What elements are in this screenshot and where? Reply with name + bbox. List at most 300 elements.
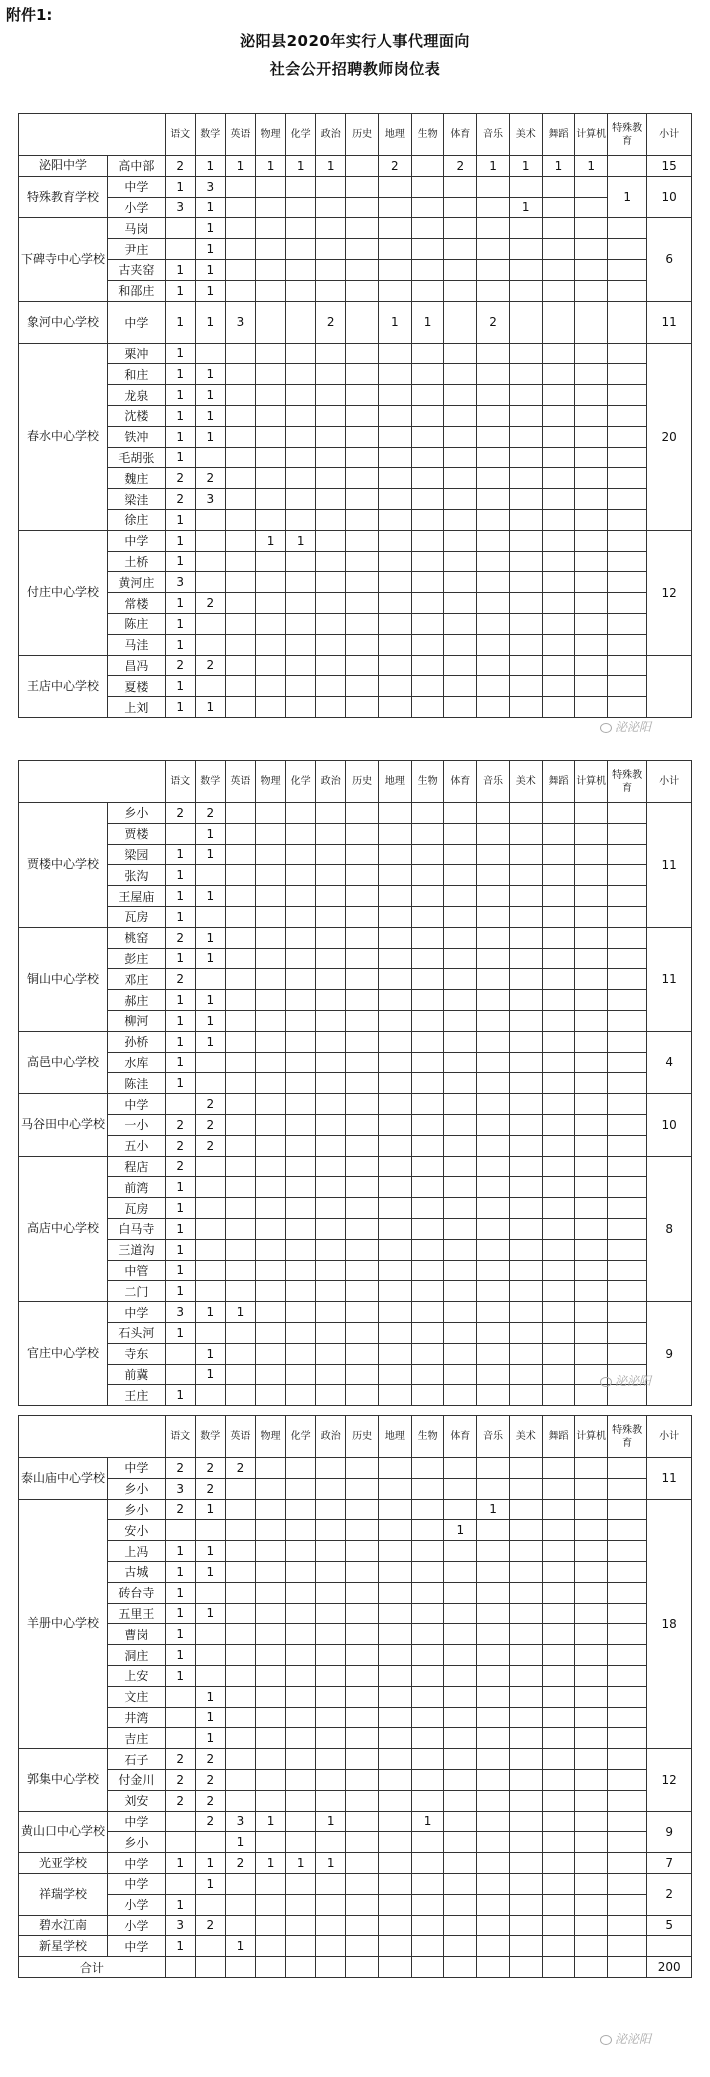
value-cell xyxy=(225,405,255,426)
value-cell xyxy=(575,551,608,572)
school-name-cell: 王店中心学校 xyxy=(19,655,108,717)
column-header: 美术 xyxy=(509,1416,542,1458)
value-cell xyxy=(379,1322,412,1343)
value-cell xyxy=(411,426,444,447)
value-cell xyxy=(286,1707,316,1728)
value-cell xyxy=(379,1385,412,1406)
value-cell xyxy=(286,1936,316,1957)
value-cell: 3 xyxy=(195,176,225,197)
value-cell: 1 xyxy=(165,1073,195,1094)
value-cell xyxy=(316,1302,346,1323)
value-cell xyxy=(542,1478,575,1499)
value-cell xyxy=(477,1957,510,1978)
school-name-cell: 光亚学校 xyxy=(19,1853,108,1874)
value-cell xyxy=(509,1260,542,1281)
value-cell xyxy=(195,1073,225,1094)
value-cell xyxy=(575,1957,608,1978)
value-cell xyxy=(411,655,444,676)
table-row xyxy=(19,1478,692,1499)
value-cell xyxy=(411,259,444,280)
value-cell xyxy=(316,1520,346,1541)
value-cell: 1 xyxy=(411,1811,444,1832)
column-header: 体育 xyxy=(444,761,477,803)
value-cell xyxy=(542,1239,575,1260)
value-cell xyxy=(316,1790,346,1811)
value-cell xyxy=(444,906,477,927)
school-name-cell: 象河中心学校 xyxy=(19,301,108,343)
value-cell xyxy=(225,1603,255,1624)
value-cell: 1 xyxy=(195,1010,225,1031)
value-cell xyxy=(346,906,379,927)
value-cell xyxy=(225,676,255,697)
column-header: 历史 xyxy=(346,1416,379,1458)
campus-cell: 上安 xyxy=(108,1665,166,1686)
campus-cell: 上刘 xyxy=(108,697,166,718)
value-cell xyxy=(255,1343,285,1364)
campus-cell: 毛胡张 xyxy=(108,447,166,468)
value-cell xyxy=(225,803,255,824)
value-cell xyxy=(411,572,444,593)
value-cell xyxy=(542,468,575,489)
subtotal-cell: 11 xyxy=(647,803,692,928)
campus-cell: 前湾 xyxy=(108,1177,166,1198)
value-cell xyxy=(575,1135,608,1156)
value-cell xyxy=(477,1811,510,1832)
campus-cell: 刘安 xyxy=(108,1790,166,1811)
value-cell: 2 xyxy=(195,1811,225,1832)
value-cell xyxy=(509,1811,542,1832)
value-cell xyxy=(542,1707,575,1728)
value-cell xyxy=(346,886,379,907)
value-cell xyxy=(542,1364,575,1385)
value-cell xyxy=(255,969,285,990)
value-cell xyxy=(379,1561,412,1582)
value-cell xyxy=(542,1114,575,1135)
value-cell: 1 xyxy=(195,1728,225,1749)
value-cell xyxy=(542,823,575,844)
value-cell: 1 xyxy=(165,1239,195,1260)
value-cell xyxy=(225,844,255,865)
column-header: 语文 xyxy=(165,114,195,156)
value-cell xyxy=(542,927,575,948)
value-cell xyxy=(608,1218,647,1239)
value-cell xyxy=(477,239,510,260)
value-cell xyxy=(346,1343,379,1364)
value-cell xyxy=(509,426,542,447)
value-cell xyxy=(509,489,542,510)
value-cell xyxy=(509,405,542,426)
value-cell xyxy=(316,176,346,197)
value-cell xyxy=(575,927,608,948)
value-cell xyxy=(346,1769,379,1790)
value-cell xyxy=(509,990,542,1011)
value-cell xyxy=(379,948,412,969)
value-cell xyxy=(608,1811,647,1832)
value-cell xyxy=(444,489,477,510)
value-cell xyxy=(477,1177,510,1198)
value-cell xyxy=(575,1894,608,1915)
table-row xyxy=(19,405,692,426)
value-cell xyxy=(379,655,412,676)
table-row xyxy=(19,1343,692,1364)
value-cell: 1 xyxy=(255,1853,285,1874)
value-cell xyxy=(575,990,608,1011)
value-cell xyxy=(165,1811,195,1832)
value-cell xyxy=(608,1239,647,1260)
campus-cell: 彭庄 xyxy=(108,948,166,969)
value-cell xyxy=(608,1499,647,1520)
column-header: 地理 xyxy=(379,114,412,156)
value-cell xyxy=(542,1936,575,1957)
value-cell xyxy=(379,1520,412,1541)
value-cell xyxy=(286,969,316,990)
value-cell xyxy=(542,1603,575,1624)
table-row xyxy=(19,1582,692,1603)
school-name-cell: 官庄中心学校 xyxy=(19,1302,108,1406)
value-cell xyxy=(225,489,255,510)
value-cell xyxy=(225,990,255,1011)
value-cell xyxy=(286,1239,316,1260)
value-cell xyxy=(542,1010,575,1031)
table-row xyxy=(19,385,692,406)
value-cell xyxy=(444,1302,477,1323)
column-header: 英语 xyxy=(225,114,255,156)
value-cell xyxy=(379,1853,412,1874)
value-cell xyxy=(225,1343,255,1364)
value-cell xyxy=(379,1031,412,1052)
value-cell xyxy=(608,1094,647,1115)
table-row xyxy=(19,280,692,301)
value-cell xyxy=(286,1198,316,1219)
value-cell xyxy=(477,1832,510,1853)
value-cell xyxy=(255,1790,285,1811)
table-row xyxy=(19,1156,692,1177)
value-cell xyxy=(575,385,608,406)
table-row xyxy=(19,468,692,489)
value-cell xyxy=(379,1624,412,1645)
school-name-cell: 高邑中心学校 xyxy=(19,1031,108,1093)
column-header: 特殊教育 xyxy=(608,761,647,803)
value-cell xyxy=(542,1665,575,1686)
campus-cell: 中学 xyxy=(108,1302,166,1323)
value-cell xyxy=(255,385,285,406)
value-cell xyxy=(542,572,575,593)
value-cell xyxy=(411,1728,444,1749)
campus-cell: 乡小 xyxy=(108,803,166,824)
value-cell xyxy=(346,1894,379,1915)
value-cell xyxy=(575,1198,608,1219)
value-cell xyxy=(444,530,477,551)
value-cell xyxy=(477,613,510,634)
value-cell xyxy=(316,1239,346,1260)
value-cell xyxy=(225,1385,255,1406)
value-cell xyxy=(608,1624,647,1645)
table-row xyxy=(19,1364,692,1385)
column-header: 特殊教育 xyxy=(608,114,647,156)
value-cell xyxy=(255,1135,285,1156)
value-cell xyxy=(316,343,346,364)
value-cell xyxy=(165,1686,195,1707)
campus-cell: 张沟 xyxy=(108,865,166,886)
value-cell xyxy=(411,1478,444,1499)
value-cell xyxy=(509,1458,542,1479)
value-cell xyxy=(225,1957,255,1978)
value-cell xyxy=(542,1624,575,1645)
value-cell xyxy=(346,364,379,385)
value-cell xyxy=(346,676,379,697)
value-cell xyxy=(411,468,444,489)
value-cell: 1 xyxy=(165,385,195,406)
value-cell xyxy=(444,990,477,1011)
value-cell xyxy=(575,1094,608,1115)
value-cell xyxy=(346,1561,379,1582)
campus-cell: 高中部 xyxy=(108,156,166,177)
value-cell xyxy=(444,1769,477,1790)
value-cell xyxy=(509,1853,542,1874)
table-page-2 xyxy=(18,760,692,1406)
value-cell xyxy=(477,1561,510,1582)
value-cell: 1 xyxy=(316,1811,346,1832)
value-cell xyxy=(411,1645,444,1666)
value-cell xyxy=(165,1343,195,1364)
value-cell xyxy=(346,1385,379,1406)
value-cell xyxy=(346,1541,379,1562)
value-cell xyxy=(575,1665,608,1686)
value-cell xyxy=(379,593,412,614)
value-cell xyxy=(608,1832,647,1853)
value-cell xyxy=(255,1603,285,1624)
value-cell xyxy=(608,634,647,655)
value-cell xyxy=(225,1769,255,1790)
value-cell xyxy=(316,1052,346,1073)
value-cell xyxy=(255,1541,285,1562)
table-row xyxy=(19,948,692,969)
value-cell xyxy=(444,509,477,530)
table-row xyxy=(19,176,692,197)
value-cell xyxy=(575,1031,608,1052)
value-cell xyxy=(509,509,542,530)
column-header: 数学 xyxy=(195,114,225,156)
value-cell xyxy=(608,1281,647,1302)
value-cell xyxy=(165,1707,195,1728)
value-cell xyxy=(379,343,412,364)
value-cell: 1 xyxy=(195,1364,225,1385)
value-cell xyxy=(379,990,412,1011)
value-cell xyxy=(509,803,542,824)
value-cell xyxy=(255,280,285,301)
value-cell xyxy=(316,844,346,865)
value-cell xyxy=(195,634,225,655)
value-cell xyxy=(509,1343,542,1364)
value-cell xyxy=(444,301,477,343)
table-row xyxy=(19,1541,692,1562)
value-cell: 1 xyxy=(195,385,225,406)
value-cell xyxy=(542,1728,575,1749)
school-name-cell: 特殊教育学校 xyxy=(19,176,108,218)
value-cell xyxy=(477,1198,510,1219)
value-cell xyxy=(608,1541,647,1562)
value-cell xyxy=(411,1281,444,1302)
table-row xyxy=(19,1894,692,1915)
value-cell xyxy=(509,1707,542,1728)
campus-cell: 砖台寺 xyxy=(108,1582,166,1603)
value-cell xyxy=(346,1094,379,1115)
value-cell xyxy=(542,1645,575,1666)
table-row xyxy=(19,613,692,634)
campus-cell: 白马寺 xyxy=(108,1218,166,1239)
value-cell xyxy=(444,1811,477,1832)
value-cell: 1 xyxy=(165,886,195,907)
value-cell xyxy=(509,1364,542,1385)
value-cell xyxy=(608,530,647,551)
value-cell xyxy=(444,634,477,655)
value-cell xyxy=(444,1624,477,1645)
subtotal-cell: 4 xyxy=(647,1031,692,1093)
value-cell xyxy=(444,1936,477,1957)
value-cell xyxy=(509,1052,542,1073)
campus-cell: 中学 xyxy=(108,530,166,551)
value-cell xyxy=(608,886,647,907)
value-cell xyxy=(316,697,346,718)
column-header: 历史 xyxy=(346,114,379,156)
value-cell: 1 xyxy=(165,530,195,551)
value-cell xyxy=(575,197,608,218)
value-cell xyxy=(444,1853,477,1874)
value-cell xyxy=(316,1915,346,1936)
value-cell xyxy=(509,1624,542,1645)
value-cell xyxy=(444,1894,477,1915)
value-cell xyxy=(411,634,444,655)
value-cell xyxy=(255,1322,285,1343)
value-cell xyxy=(379,865,412,886)
value-cell xyxy=(575,1281,608,1302)
value-cell xyxy=(411,1218,444,1239)
value-cell xyxy=(316,1686,346,1707)
value-cell xyxy=(225,1364,255,1385)
value-cell xyxy=(316,1135,346,1156)
value-cell xyxy=(195,1582,225,1603)
value-cell xyxy=(608,405,647,426)
value-cell xyxy=(477,1853,510,1874)
value-cell xyxy=(542,990,575,1011)
value-cell xyxy=(286,1364,316,1385)
table-row xyxy=(19,1728,692,1749)
value-cell xyxy=(477,364,510,385)
value-cell xyxy=(608,385,647,406)
value-cell xyxy=(542,676,575,697)
value-cell xyxy=(477,1915,510,1936)
recruitment-table xyxy=(18,113,692,718)
value-cell xyxy=(255,1665,285,1686)
value-cell xyxy=(477,803,510,824)
value-cell xyxy=(575,1458,608,1479)
value-cell xyxy=(575,613,608,634)
value-cell xyxy=(379,1343,412,1364)
value-cell: 1 xyxy=(165,1603,195,1624)
value-cell xyxy=(346,1114,379,1135)
value-cell xyxy=(346,1645,379,1666)
value-cell xyxy=(542,447,575,468)
value-cell xyxy=(444,1707,477,1728)
value-cell xyxy=(411,1749,444,1770)
value-cell xyxy=(411,1364,444,1385)
value-cell xyxy=(477,886,510,907)
value-cell xyxy=(411,405,444,426)
value-cell xyxy=(477,1624,510,1645)
value-cell xyxy=(286,948,316,969)
value-cell: 1 xyxy=(195,1707,225,1728)
subtotal-cell: 9 xyxy=(647,1302,692,1406)
value-cell xyxy=(542,1156,575,1177)
value-cell xyxy=(477,530,510,551)
value-cell xyxy=(225,426,255,447)
value-cell xyxy=(286,1281,316,1302)
value-cell xyxy=(379,1114,412,1135)
value-cell xyxy=(608,697,647,718)
value-cell xyxy=(444,259,477,280)
value-cell xyxy=(477,1281,510,1302)
column-header: 地理 xyxy=(379,761,412,803)
value-cell: 1 xyxy=(608,176,647,218)
value-cell xyxy=(316,447,346,468)
value-cell xyxy=(316,1624,346,1645)
value-cell xyxy=(286,1260,316,1281)
value-cell xyxy=(255,1198,285,1219)
value-cell xyxy=(444,1218,477,1239)
value-cell: 2 xyxy=(195,1749,225,1770)
table-row xyxy=(19,1603,692,1624)
value-cell: 1 xyxy=(165,447,195,468)
value-cell xyxy=(379,1094,412,1115)
value-cell xyxy=(316,1010,346,1031)
value-cell: 1 xyxy=(195,844,225,865)
value-cell: 1 xyxy=(195,1302,225,1323)
value-cell xyxy=(575,1302,608,1323)
value-cell xyxy=(316,1385,346,1406)
value-cell xyxy=(225,509,255,530)
value-cell xyxy=(346,1478,379,1499)
value-cell xyxy=(509,1665,542,1686)
value-cell xyxy=(477,1385,510,1406)
value-cell xyxy=(379,1873,412,1894)
school-name-cell: 碧水江南 xyxy=(19,1915,108,1936)
table-row xyxy=(19,1114,692,1135)
campus-cell: 黄河庄 xyxy=(108,572,166,593)
value-cell xyxy=(542,343,575,364)
value-cell xyxy=(411,1094,444,1115)
value-cell xyxy=(316,803,346,824)
value-cell xyxy=(255,1073,285,1094)
value-cell: 2 xyxy=(195,1135,225,1156)
value-cell xyxy=(255,509,285,530)
table-row xyxy=(19,1052,692,1073)
campus-cell: 石子 xyxy=(108,1749,166,1770)
value-cell xyxy=(509,1135,542,1156)
value-cell xyxy=(255,1385,285,1406)
value-cell xyxy=(411,1114,444,1135)
value-cell xyxy=(411,1957,444,1978)
value-cell xyxy=(575,1239,608,1260)
value-cell xyxy=(255,1873,285,1894)
value-cell xyxy=(411,1520,444,1541)
value-cell xyxy=(195,1177,225,1198)
value-cell xyxy=(346,1790,379,1811)
value-cell xyxy=(379,364,412,385)
column-header: 英语 xyxy=(225,761,255,803)
value-cell xyxy=(316,1936,346,1957)
value-cell xyxy=(542,197,575,218)
campus-cell: 瓦房 xyxy=(108,1198,166,1219)
